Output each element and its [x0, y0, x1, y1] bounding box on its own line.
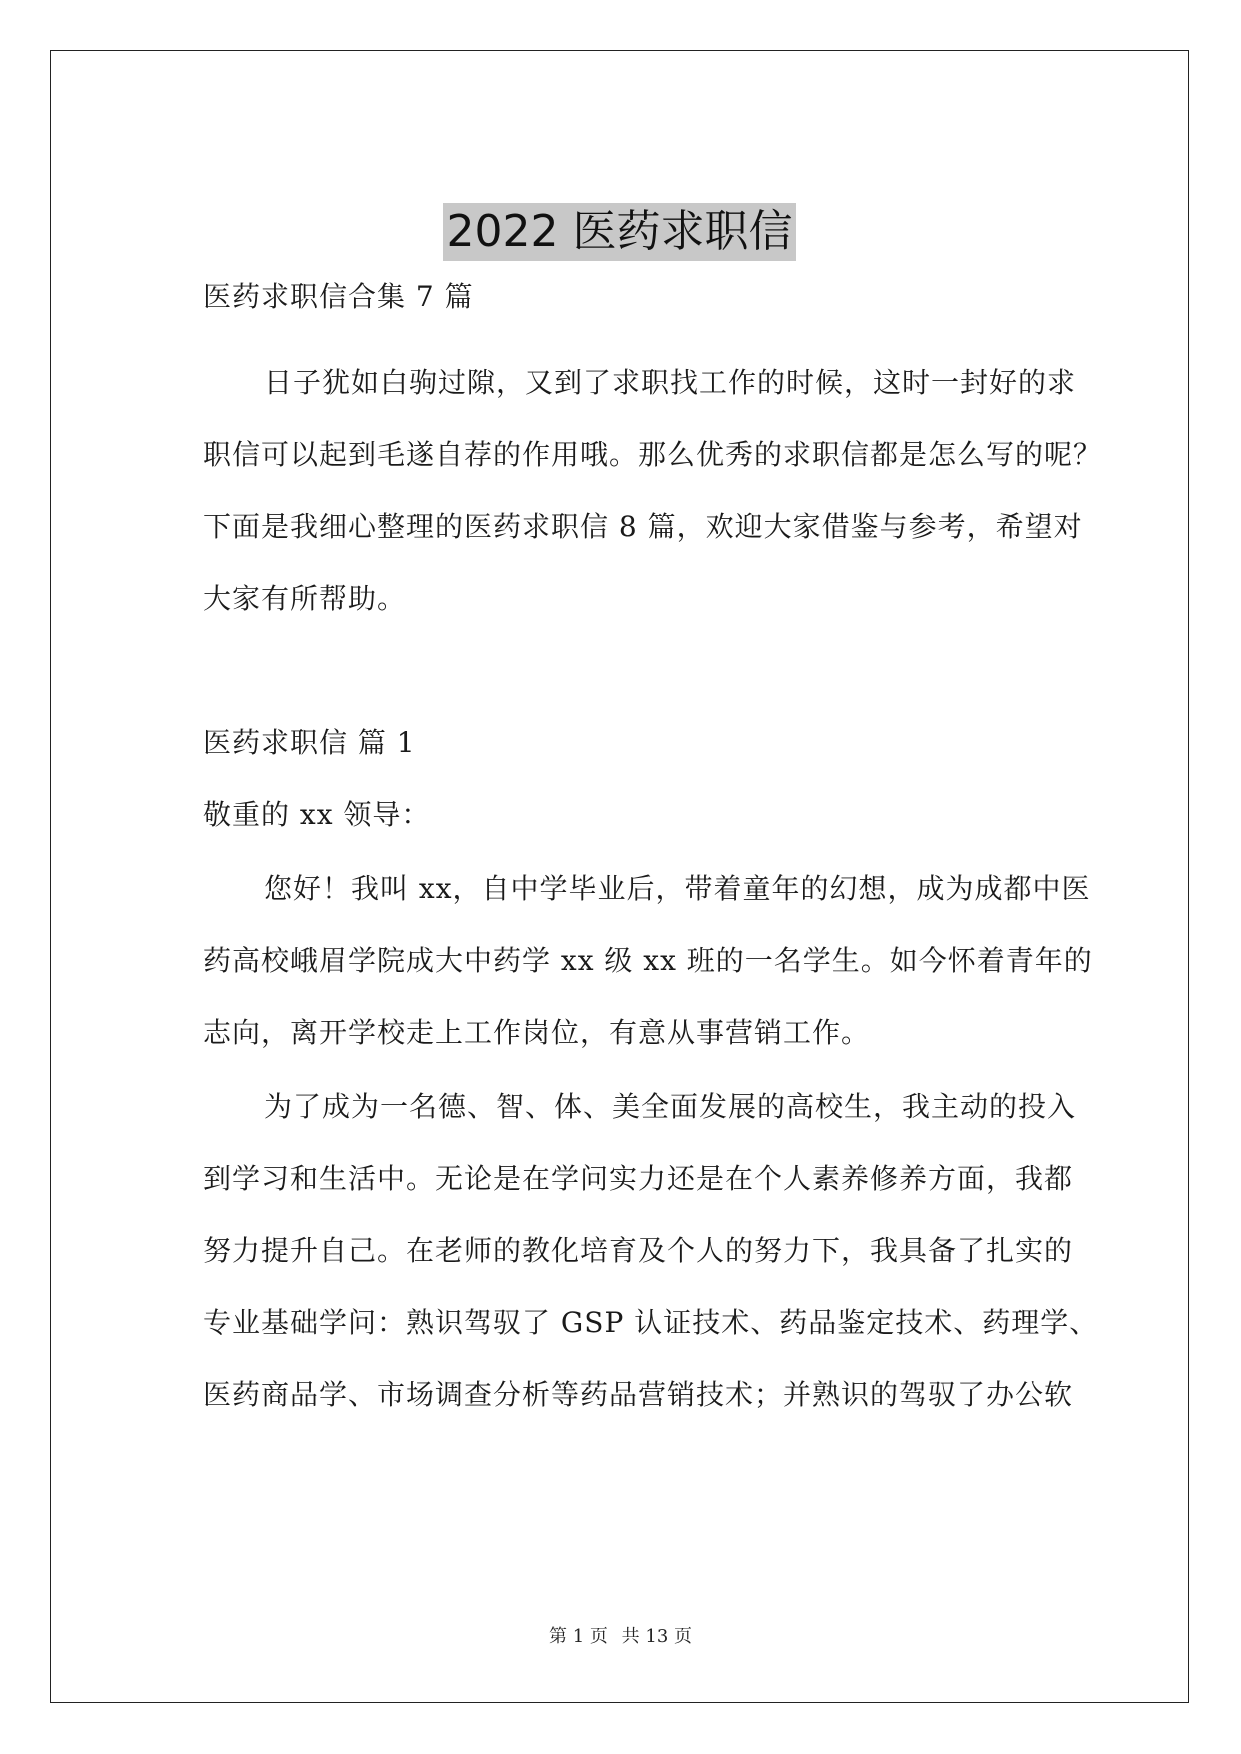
salutation: 敬重的 xx 领导：	[203, 798, 431, 831]
section-heading: 医药求职信 篇 1	[203, 726, 416, 759]
intro-line: 大家有所帮助。	[203, 582, 407, 615]
intro-line: 下面是我细心整理的医药求职信 8 篇，欢迎大家借鉴与参考，希望对	[203, 510, 1083, 543]
subtitle: 医药求职信合集 7 篇	[203, 280, 474, 313]
paragraph-line: 专业基础学问：熟识驾驭了 GSP 认证技术、药品鉴定技术、药理学、	[203, 1306, 1099, 1339]
intro-line: 职信可以起到毛遂自荐的作用哦。那么优秀的求职信都是怎么写的呢？	[203, 438, 1103, 471]
page-number: 第 1 页	[549, 1626, 608, 1647]
paragraph-line: 药高校峨眉学院成大中药学 xx 级 xx 班的一名学生。如今怀着青年的	[203, 944, 1093, 977]
title-wrap	[51, 203, 1188, 261]
document-title: 2022 医药求职信	[443, 203, 797, 261]
page-frame	[50, 50, 1189, 1703]
intro-line: 日子犹如白驹过隙，又到了求职找工作的时候，这时一封好的求	[264, 366, 1077, 399]
paragraph-line: 志向，离开学校走上工作岗位，有意从事营销工作。	[203, 1016, 871, 1049]
paragraph-line: 为了成为一名德、智、体、美全面发展的高校生，我主动的投入	[264, 1090, 1077, 1123]
page-total: 共 13 页	[621, 1626, 692, 1647]
paragraph-line: 您好！我叫 xx，自中学毕业后，带着童年的幻想，成为成都中医	[264, 872, 1091, 905]
page-footer	[0, 1625, 1241, 1649]
paragraph-line: 医药商品学、市场调查分析等药品营销技术；并熟识的驾驭了办公软	[203, 1378, 1074, 1411]
paragraph-line: 到学习和生活中。无论是在学问实力还是在个人素养修养方面，我都	[203, 1162, 1074, 1195]
paragraph-line: 努力提升自己。在老师的教化培育及个人的努力下，我具备了扎实的	[203, 1234, 1074, 1267]
